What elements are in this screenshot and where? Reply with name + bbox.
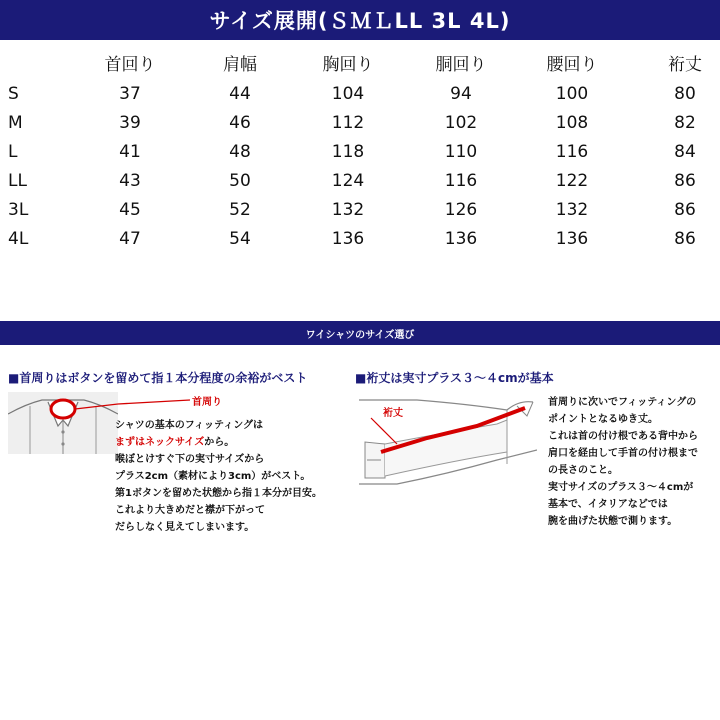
- table-cell: 104: [331, 84, 365, 104]
- description-line: 喉ぼとけすぐ下の実寸サイズから: [115, 454, 265, 465]
- header-chest: 胸回り: [322, 55, 374, 75]
- table-cell: 52: [229, 200, 251, 220]
- table-cell: 86: [674, 200, 696, 220]
- description-line: だらしなく見えてしまいます。: [115, 522, 255, 533]
- size-label: 3L: [8, 200, 29, 220]
- size-label: S: [8, 84, 19, 104]
- neck-description: [115, 417, 322, 536]
- table-row: [0, 229, 720, 258]
- table-cell: 116: [444, 171, 478, 191]
- table-cell: 100: [555, 84, 589, 104]
- size-label: 4L: [8, 229, 29, 249]
- table-cell: 48: [229, 142, 251, 162]
- table-cell: 136: [331, 229, 365, 249]
- description-line: 首周りに次いでフィッティングの: [548, 397, 697, 408]
- collar-illustration: [8, 392, 118, 454]
- table-cell: 80: [674, 84, 696, 104]
- neck-heading: ■首周りはボタンを留めて指１本分程度の余裕がベスト: [8, 371, 308, 385]
- table-cell: 45: [119, 200, 141, 220]
- table-cell: 110: [444, 142, 478, 162]
- table-cell: 132: [331, 200, 365, 220]
- description-line: プラス2cm（素材により3cm）がベスト。: [115, 471, 311, 482]
- table-cell: 118: [331, 142, 365, 162]
- table-cell: 132: [555, 200, 589, 220]
- table-row: [0, 113, 720, 142]
- description-line: [115, 434, 322, 451]
- highlight-text: まずはネックサイズ: [115, 437, 205, 448]
- table-cell: 54: [229, 229, 251, 249]
- page-title: サイズ展開(ＳＭＬLL 3L 4L): [209, 9, 511, 33]
- table-cell: 39: [119, 113, 141, 133]
- table-row: [0, 84, 720, 113]
- description-line: 腕を曲げた状態で測ります。: [548, 516, 678, 527]
- sleeve-label: 裄丈: [383, 408, 403, 419]
- section-title-bar: [0, 321, 720, 345]
- table-cell: 122: [555, 171, 589, 191]
- table-cell: 136: [555, 229, 589, 249]
- table-row: [0, 142, 720, 171]
- description-line: シャツの基本のフィッティングは: [115, 420, 263, 431]
- table-cell: 84: [674, 142, 696, 162]
- table-cell: 124: [331, 171, 365, 191]
- description-text: から。: [204, 437, 235, 448]
- table-cell: 116: [555, 142, 589, 162]
- table-cell: 102: [444, 113, 478, 133]
- table-cell: 43: [119, 171, 141, 191]
- table-cell: 47: [119, 229, 141, 249]
- sleeve-heading: ■裄丈は実寸プラス３～４cmが基本: [355, 371, 554, 385]
- table-cell: 41: [119, 142, 141, 162]
- sleeve-description: [548, 394, 698, 530]
- table-cell: 44: [229, 84, 251, 104]
- header-shoulder: 肩幅: [223, 55, 257, 75]
- table-cell: 82: [674, 113, 696, 133]
- header-neck: 首回り: [104, 55, 156, 75]
- description-line: これより大きめだと襟が下がって: [115, 505, 265, 516]
- table-row: [0, 171, 720, 200]
- table-cell: 94: [450, 84, 472, 104]
- table-cell: 50: [229, 171, 251, 191]
- size-label: L: [8, 142, 18, 162]
- neck-label: 首周り: [192, 397, 222, 408]
- size-label: M: [8, 113, 23, 133]
- table-cell: 86: [674, 171, 696, 191]
- description-line: 第1ボタンを留めた状態から指１本分が目安。: [115, 488, 322, 499]
- description-line: ポイントとなるゆき丈。: [548, 414, 658, 425]
- header-hip: 腰回り: [546, 55, 598, 75]
- table-cell: 46: [229, 113, 251, 133]
- section-title: ワイシャツのサイズ選び: [305, 329, 415, 341]
- description-line: これは首の付け根である背中から: [548, 431, 698, 442]
- neck-pointer-line: [118, 396, 190, 406]
- header-waist: 胴回り: [435, 55, 487, 75]
- header-sleeve-length: 裄丈: [668, 55, 702, 75]
- table-cell: 86: [674, 229, 696, 249]
- table-row: [0, 200, 720, 229]
- table-cell: 37: [119, 84, 141, 104]
- table-cell: 112: [331, 113, 365, 133]
- table-cell: 108: [555, 113, 589, 133]
- size-label: LL: [8, 171, 27, 191]
- description-line: 実寸サイズのプラス３～４cmが: [548, 482, 694, 493]
- page-title-bar: [0, 0, 720, 40]
- description-line: 基本で、イタリアなどでは: [548, 499, 668, 510]
- description-line: 肩口を経由して手首の付け根まで: [548, 448, 698, 459]
- description-line: の長さのこと。: [548, 465, 618, 476]
- table-cell: 136: [444, 229, 478, 249]
- table-cell: 126: [444, 200, 478, 220]
